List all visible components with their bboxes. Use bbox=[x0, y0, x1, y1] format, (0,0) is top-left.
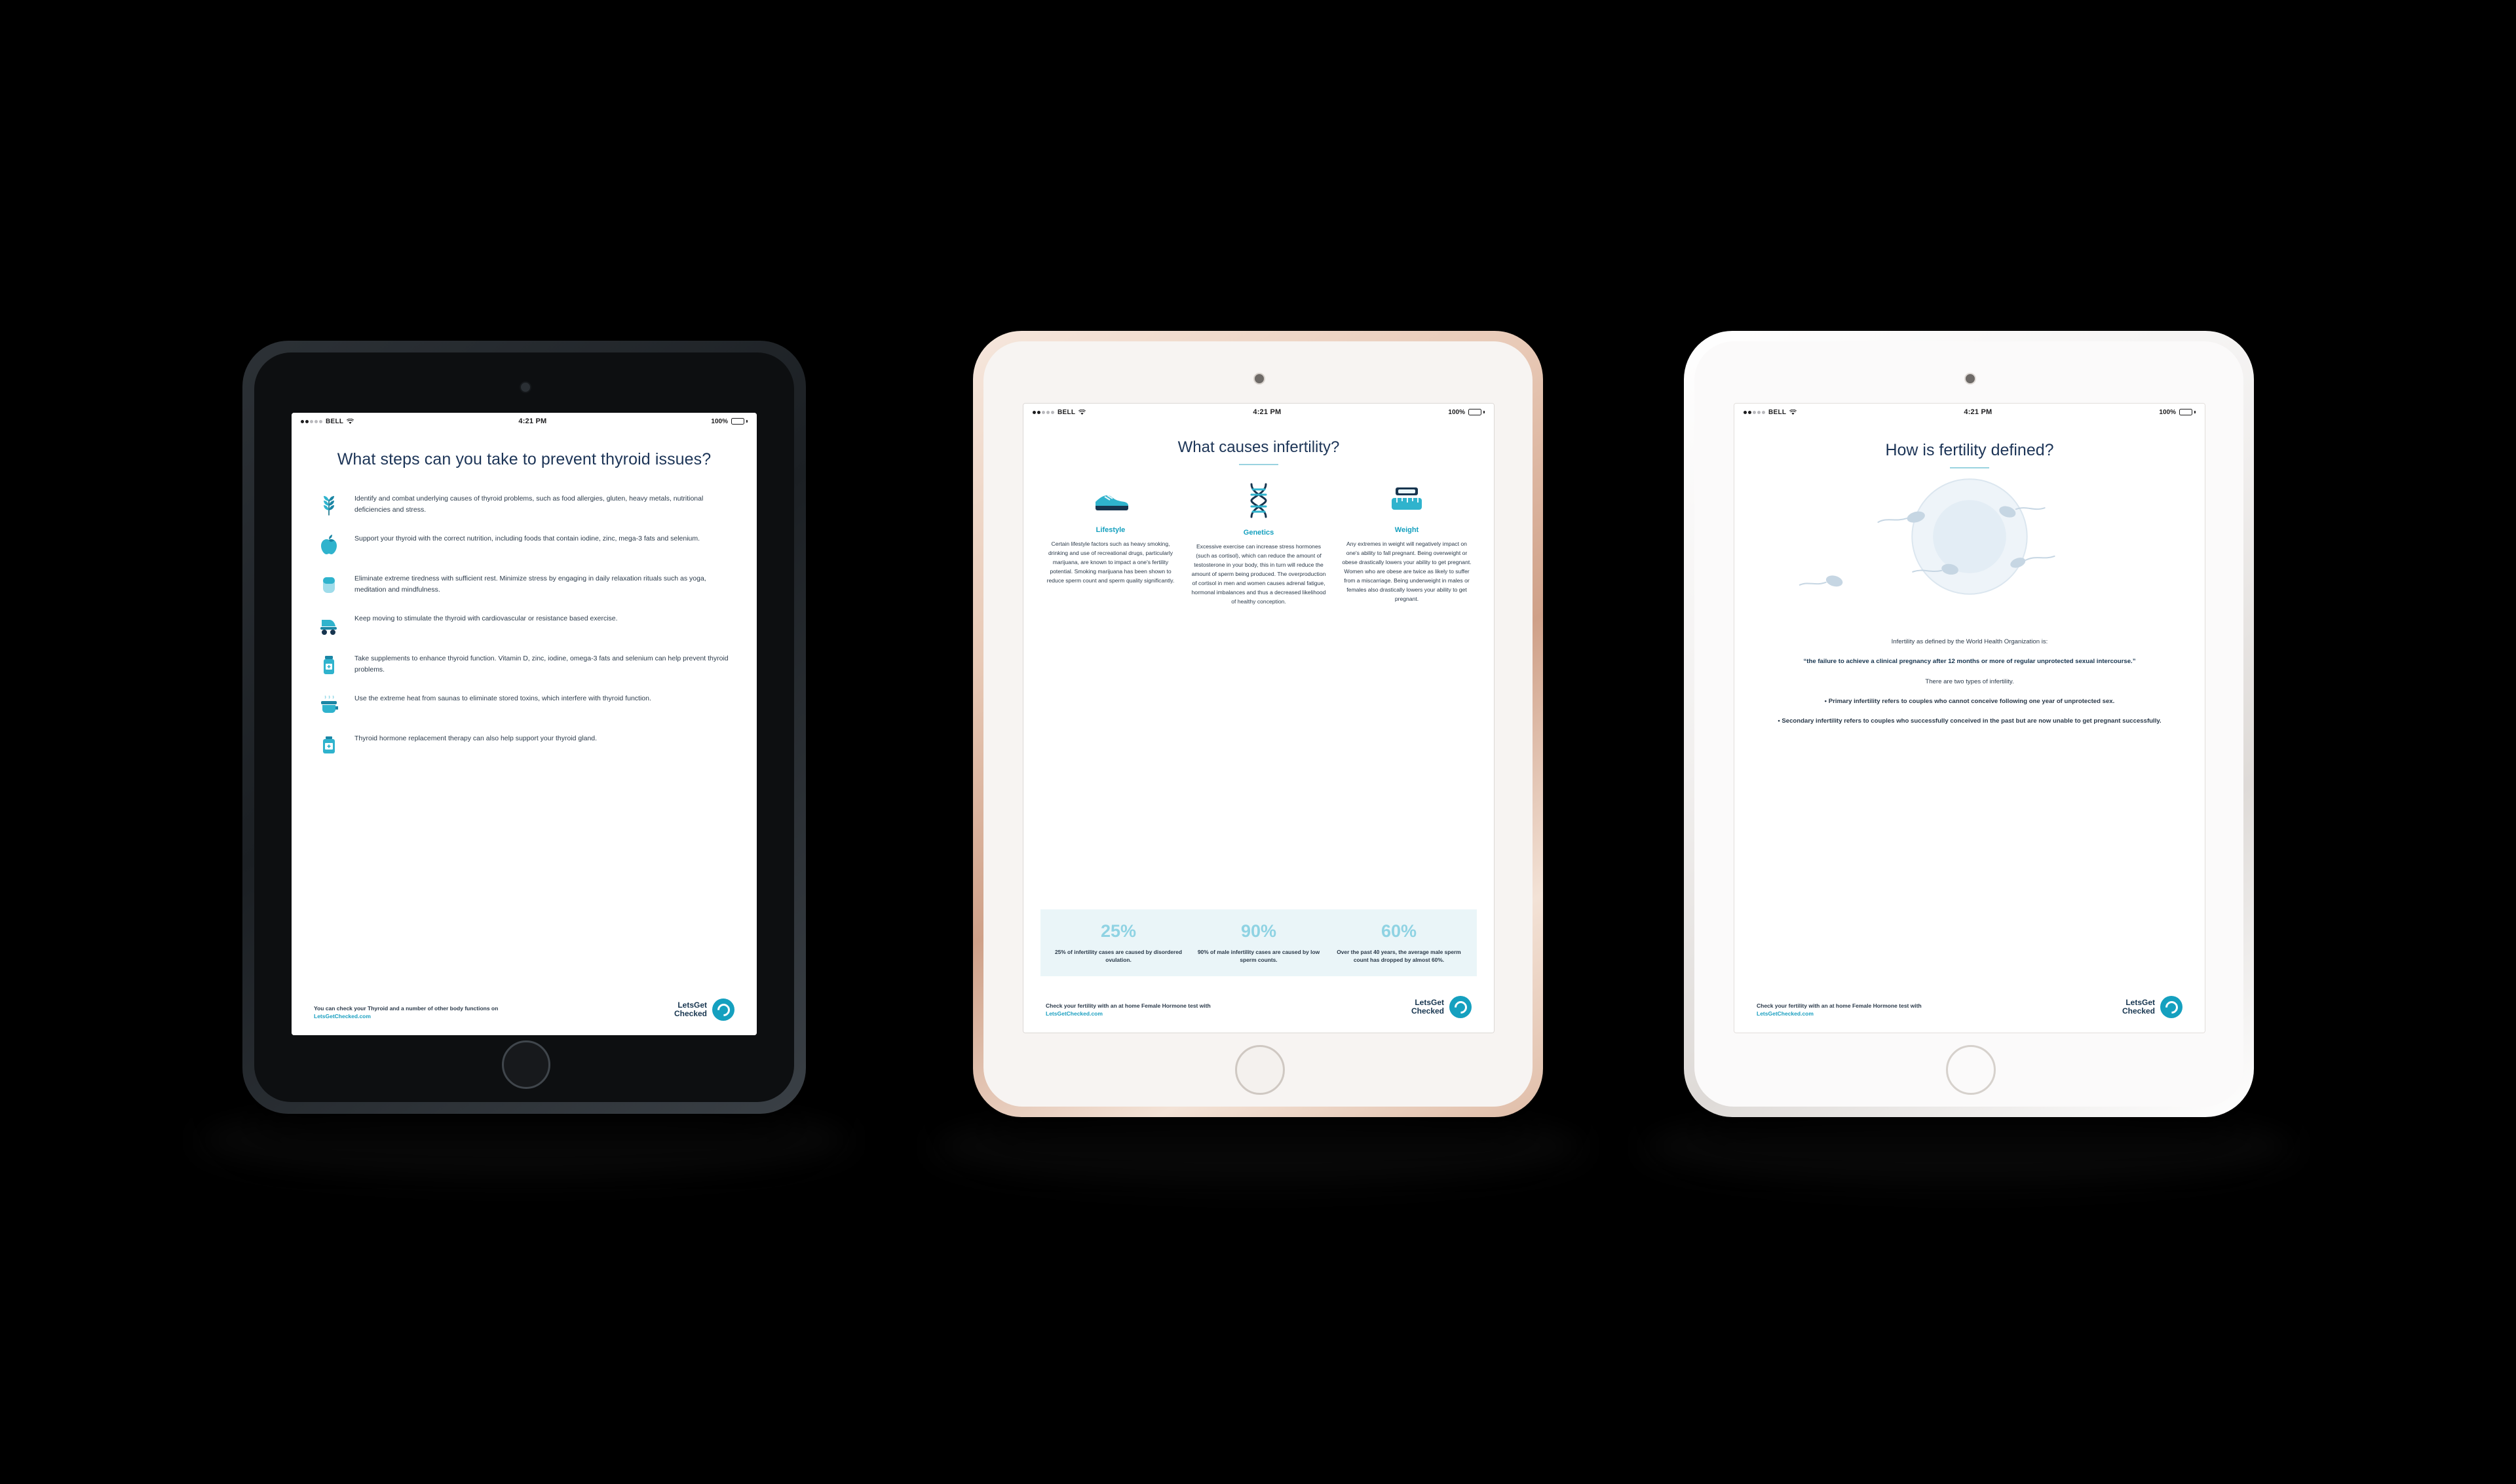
clock-label: 4:21 PM bbox=[518, 417, 547, 425]
tablet-screen-right[interactable] bbox=[1734, 403, 2205, 1033]
list-item-text: Identify and combat underlying causes of thyroid problems, such as food allergies, gluten, heavy metals, nutritional deficiencies and stress. bbox=[354, 495, 704, 514]
footer-text bbox=[1757, 1002, 1973, 1019]
battery-icon bbox=[1468, 409, 1485, 415]
footer-link[interactable]: LetsGetChecked.com bbox=[314, 1013, 371, 1020]
wifi-icon bbox=[347, 419, 354, 425]
page-title: What steps can you take to prevent thyroid issues? bbox=[337, 450, 712, 468]
tablet-center-shadow bbox=[930, 1107, 1586, 1186]
ovum-and-sperm-icon bbox=[1754, 471, 2185, 612]
battery-icon bbox=[731, 418, 748, 425]
footer-copy: Check your fertility with an at home Female Hormone test with bbox=[1757, 1002, 1922, 1009]
footer-link[interactable]: LetsGetChecked.com bbox=[1046, 1010, 1103, 1018]
brand-line2: Checked bbox=[674, 1009, 707, 1018]
list-item bbox=[314, 572, 734, 598]
list-item-text: Use the extreme heat from saunas to eliminate stored toxins, which interfere with thyroid function. bbox=[354, 694, 651, 703]
tablet-right-shadow bbox=[1641, 1107, 2297, 1186]
stat-value: 90% bbox=[1240, 921, 1277, 941]
sauna-icon bbox=[314, 692, 344, 718]
brand-line1: LetsGet bbox=[677, 1000, 707, 1010]
brand-line1: LetsGet bbox=[1415, 998, 1444, 1008]
apple-nutrition-icon bbox=[314, 532, 344, 558]
column-heading: Lifestyle bbox=[1096, 526, 1126, 534]
stat-item bbox=[1048, 923, 1189, 964]
battery-percent-label: 100% bbox=[2159, 408, 2176, 416]
home-button[interactable] bbox=[1946, 1045, 1996, 1095]
battery-percent-label: 100% bbox=[711, 417, 728, 425]
column-weight bbox=[1337, 482, 1477, 606]
home-button[interactable] bbox=[502, 1040, 550, 1089]
wifi-icon bbox=[1078, 409, 1086, 415]
battery-percent-label: 100% bbox=[1448, 408, 1465, 416]
list-item bbox=[314, 692, 734, 718]
status-bar bbox=[1023, 404, 1494, 421]
tablet-screen-left[interactable] bbox=[292, 413, 757, 1035]
list-item-text: Thyroid hormone replacement therapy can also help support your thyroid gland. bbox=[354, 734, 598, 743]
brand-line2: Checked bbox=[1411, 1006, 1444, 1016]
tablet-device-left bbox=[242, 341, 806, 1114]
tablet-screen-center[interactable] bbox=[1023, 403, 1495, 1033]
column-genetics bbox=[1189, 482, 1329, 606]
page-title: How is fertility defined? bbox=[1885, 441, 2054, 459]
clock-label: 4:21 PM bbox=[1253, 408, 1282, 416]
status-bar bbox=[292, 413, 757, 430]
front-camera-icon bbox=[1253, 373, 1265, 385]
stat-value: 60% bbox=[1381, 921, 1417, 941]
footer-text bbox=[1046, 1002, 1262, 1019]
list-item-text: Eliminate extreme tiredness with sufficient rest. Minimize stress by engaging in daily relaxation rituals such as yoga, meditation and mindfulness. bbox=[354, 575, 706, 594]
definition-paragraph: Infertility as defined by the World Health Organization is: bbox=[1891, 638, 2048, 645]
roller-skate-exercise-icon bbox=[314, 612, 344, 638]
slide-footer bbox=[314, 999, 734, 1021]
stat-item bbox=[1189, 923, 1329, 964]
wifi-icon bbox=[1789, 409, 1797, 415]
secondary-infertility-text: • Secondary infertility refers to couples who successfully conceived in the past but are now unable to get pregnant successfully. bbox=[1778, 717, 2162, 725]
title-divider bbox=[1950, 467, 1989, 468]
list-item-text: Keep moving to stimulate the thyroid with cardiovascular or resistance based exercise. bbox=[354, 615, 618, 623]
brand-logo bbox=[2122, 996, 2182, 1018]
hormone-jar-icon bbox=[314, 732, 344, 758]
brand-logo bbox=[674, 999, 734, 1021]
scale-weight-icon bbox=[1388, 508, 1426, 519]
letsgetchecked-logo-icon bbox=[712, 999, 734, 1021]
front-camera-icon bbox=[1964, 373, 1976, 385]
stat-caption: 25% of infertility cases are caused by disordered ovulation. bbox=[1054, 948, 1183, 964]
list-item bbox=[314, 732, 734, 758]
carrier-label: BELL bbox=[326, 417, 344, 425]
slide-footer bbox=[1046, 996, 1472, 1018]
footer-copy: Check your fertility with an at home Female Hormone test with bbox=[1046, 1002, 1211, 1009]
signal-strength-icon bbox=[1033, 411, 1054, 414]
slide-footer bbox=[1757, 996, 2182, 1018]
shoe-lifestyle-icon bbox=[1090, 508, 1131, 519]
wheat-gluten-icon bbox=[314, 492, 344, 518]
who-quote: “the failure to achieve a clinical pregnancy after 12 months or more of regular unprotected sexual intercourse.” bbox=[1803, 658, 2136, 666]
slide-infertility bbox=[1023, 421, 1494, 1033]
stat-caption: 90% of male infertility cases are caused by low sperm counts. bbox=[1197, 948, 1320, 964]
page-title: What causes infertility? bbox=[1177, 438, 1340, 456]
supplement-bottle-icon bbox=[314, 652, 344, 678]
list-item-text: Support your thyroid with the correct nutrition, including foods that contain iodine, zinc, mega-3 fats and selenium. bbox=[354, 535, 700, 543]
tablet-device-center bbox=[973, 331, 1543, 1117]
definition-paragraph: There are two types of infertility. bbox=[1925, 677, 2014, 685]
status-bar bbox=[1734, 404, 2205, 421]
list-item-text: Take supplements to enhance thyroid function. Vitamin D, zinc, iodine, omega-3 fats and selenium can help prevent thyroid problems. bbox=[354, 655, 729, 674]
carrier-label: BELL bbox=[1058, 408, 1076, 416]
letsgetchecked-logo-icon bbox=[2160, 996, 2182, 1018]
definition-block bbox=[1754, 637, 2185, 736]
list-item bbox=[314, 612, 734, 638]
column-body: Any extremes in weight will negatively impact on one's ability to fall pregnant. Being overweight or obese drastically lowers your ability to get pregnant. Women who are obese are twice as likely to suffer from a miscarriage. Being underweight in males or females also drastically lowers your ability to get pregnant. bbox=[1342, 541, 1472, 602]
brand-line2: Checked bbox=[2122, 1006, 2155, 1016]
stats-panel bbox=[1040, 909, 1477, 976]
tips-list bbox=[314, 492, 734, 758]
stat-caption: Over the past 40 years, the average male sperm count has dropped by almost 60%. bbox=[1337, 948, 1461, 964]
slide-fertility bbox=[1734, 421, 2205, 1033]
letsgetchecked-logo-icon bbox=[1449, 996, 1472, 1018]
carrier-label: BELL bbox=[1768, 408, 1787, 416]
title-divider bbox=[1239, 464, 1278, 465]
column-body: Certain lifestyle factors such as heavy smoking, drinking and use of recreational drugs, particularly marijuana, are known to impact a one's fertility potential. Smoking marijuana has been shown to reduce sperm count and sperm quality significantly. bbox=[1046, 541, 1175, 584]
list-item bbox=[314, 492, 734, 518]
column-body: Excessive exercise can increase stress hormones (such as cortisol), which can reduce the amount of testosterone in your body, this in turn will reduce the amount of sperm being produced. The overproduction of cortisol in men and women causes adrenal fatigue, hormonal imbalances and thus a decreased likelihood of healthy conception. bbox=[1191, 543, 1326, 605]
stat-value: 25% bbox=[1100, 921, 1137, 941]
list-item bbox=[314, 652, 734, 678]
battery-icon bbox=[2179, 409, 2196, 415]
signal-strength-icon bbox=[1744, 411, 1765, 414]
tablet-device-right bbox=[1684, 331, 2254, 1117]
footer-copy: You can check your Thyroid and a number of other body functions on bbox=[314, 1004, 499, 1012]
column-lifestyle bbox=[1040, 482, 1181, 606]
front-camera-icon bbox=[520, 381, 531, 393]
list-item bbox=[314, 532, 734, 558]
primary-infertility-text: • Primary infertility refers to couples who cannot conceive following one year of unprotected sex. bbox=[1824, 698, 2115, 706]
clock-label: 4:21 PM bbox=[1964, 408, 1992, 416]
signal-strength-icon bbox=[301, 420, 322, 423]
footer-link[interactable]: LetsGetChecked.com bbox=[1757, 1010, 1814, 1018]
slide-thyroid bbox=[292, 430, 757, 1035]
column-heading: Genetics bbox=[1243, 529, 1274, 537]
causes-columns bbox=[1040, 482, 1477, 606]
home-button[interactable] bbox=[1235, 1045, 1285, 1095]
dna-genetics-icon bbox=[1241, 510, 1276, 522]
footer-text bbox=[314, 1004, 530, 1021]
brand-line1: LetsGet bbox=[2125, 998, 2155, 1008]
column-heading: Weight bbox=[1394, 526, 1419, 534]
pillow-rest-icon bbox=[314, 572, 344, 598]
stat-item bbox=[1329, 923, 1469, 964]
brand-logo bbox=[1411, 996, 1472, 1018]
